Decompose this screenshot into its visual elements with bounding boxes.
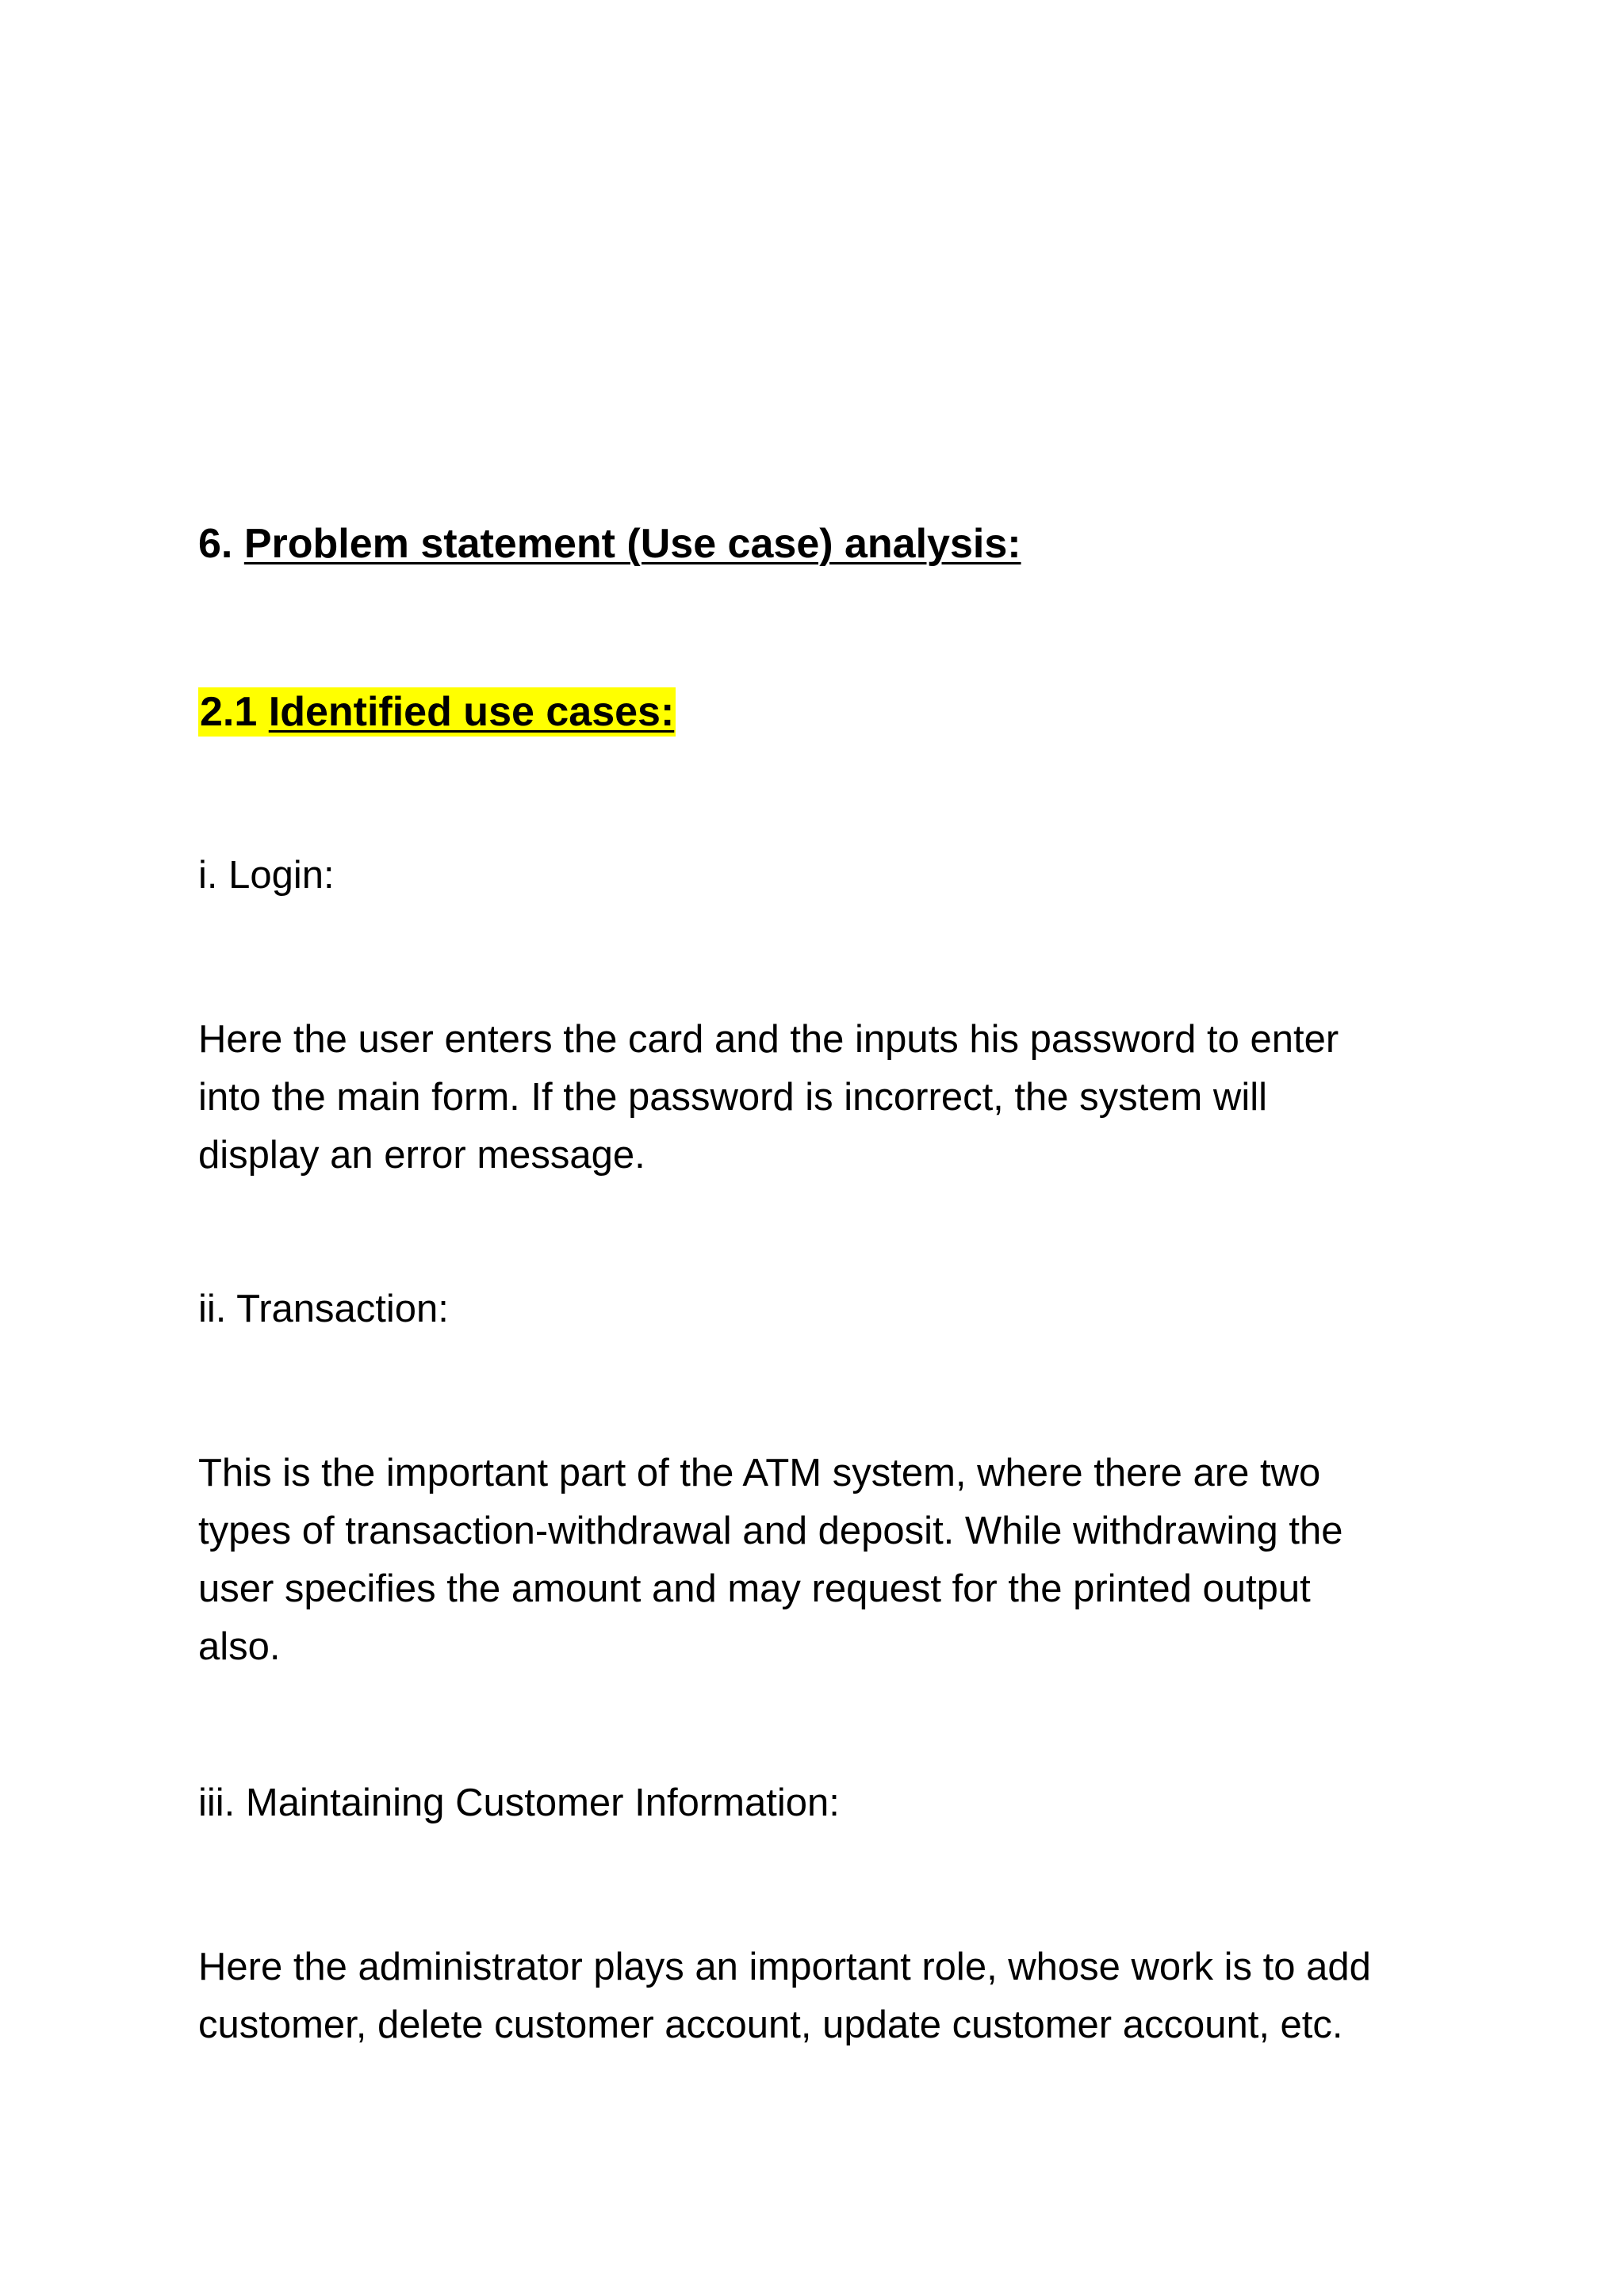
paragraph-line: types of transaction-withdrawal and deposit. While withdrawing the (198, 1510, 1343, 1552)
paragraph-line: into the main form. If the password is incorrect, the system will (198, 1076, 1267, 1119)
paragraph-line: also. (198, 1625, 281, 1668)
paragraph-line: display an error message. (198, 1134, 645, 1177)
use-case-title-transaction: ii. Transaction: (198, 1288, 449, 1330)
section-title: Problem statement (Use case) analysis: (243, 521, 1021, 567)
subsection-heading (198, 687, 676, 737)
use-case-description-customer-info (198, 1938, 1507, 2054)
subsection-title: Identified use cases: (268, 689, 675, 735)
section-heading (198, 519, 1021, 568)
subsection-number: 2.1 (200, 689, 258, 735)
paragraph-line: user specifies the amount and may request for the printed output (198, 1567, 1311, 1610)
use-case-title-customer-info: iii. Maintaining Customer Information: (198, 1781, 840, 1824)
paragraph-line: This is the important part of the ATM system, where there are two (198, 1452, 1321, 1494)
paragraph-line: Here the administrator plays an important role, whose work is to add (198, 1946, 1371, 1988)
use-case-description-login (198, 1011, 1507, 1184)
paragraph-line: customer, delete customer account, update customer account, etc. (198, 2003, 1343, 2046)
use-case-title-login: i. Login: (198, 854, 335, 897)
paragraph-line: Here the user enters the card and the inputs his password to enter (198, 1018, 1339, 1061)
section-number: 6. (198, 521, 233, 567)
use-case-description-transaction (198, 1445, 1507, 1676)
